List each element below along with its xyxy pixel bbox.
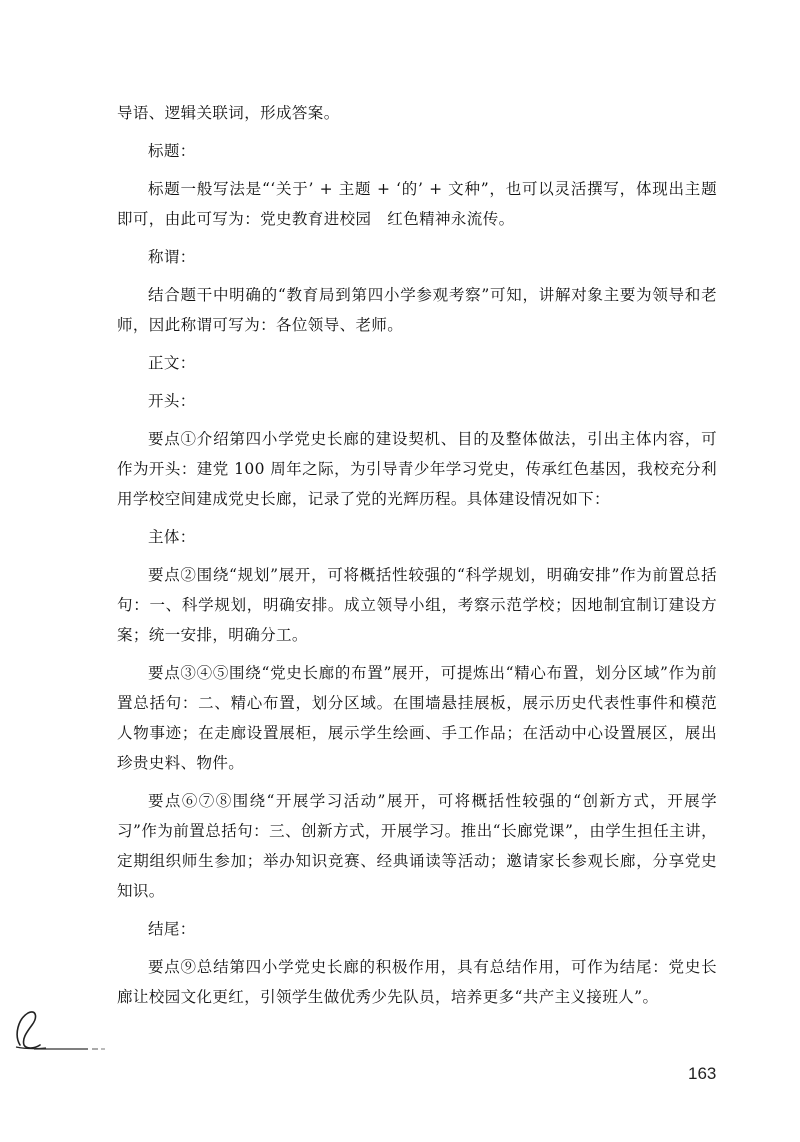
heading-opening: 开头： bbox=[148, 392, 196, 410]
heading-salutation: 称谓： bbox=[148, 248, 196, 266]
paragraph-point-3-5: 要点③④⑤围绕“党史长廊的布置”展开，可提炼出“精心布置，划分区域”作为前置总括句：二、精心布置，划分区域。在围墙悬挂展板，展示历史代表性事件和模范人物事迹；在走廊设置展柜，展示学生绘画、手工作品；在活动中心设置展区，展出珍贵史料、物件。 bbox=[117, 664, 717, 772]
body-text bbox=[117, 98, 717, 1020]
page-number: 163 bbox=[688, 1064, 717, 1083]
heading-ending: 结尾： bbox=[148, 920, 196, 938]
pen-scribble-icon bbox=[6, 1005, 116, 1055]
paragraph-point-6-8: 要点⑥⑦⑧围绕“开展学习活动”展开，可将概括性较强的“创新方式，开展学习”作为前置总括句：三、创新方式，开展学习。推出“长廊党课”，由学生担任主讲，定期组织师生参加；举办知识竞赛、经典诵读等活动；邀请家长参观长廊，分享党史知识。 bbox=[117, 792, 717, 900]
paragraph-point-1: 要点①介绍第四小学党史长廊的建设契机、目的及整体做法，引出主体内容，可作为开头：建党 100 周年之际，为引导青少年学习党史，传承红色基因，我校充分利用学校空间建成党史长廊，记录了党的光辉历程。具体建设情况如下： bbox=[117, 430, 717, 508]
heading-main: 主体： bbox=[148, 528, 196, 546]
paragraph-continuation: 导语、逻辑关联词，形成答案。 bbox=[117, 104, 340, 122]
paragraph-point-2: 要点②围绕“规划”展开，可将概括性较强的“科学规划，明确安排”作为前置总括句：一、科学规划，明确安排。成立领导小组，考察示范学校；因地制宜制订建设方案；统一安排，明确分工。 bbox=[117, 566, 717, 644]
paragraph-title-explanation: 标题一般写法是“‘关于’ + 主题 + ‘的’ + 文种”，也可以灵活撰写，体现出主题即可，由此可写为：党史教育进校园 红色精神永流传。 bbox=[117, 180, 717, 228]
heading-title: 标题： bbox=[148, 142, 196, 160]
paragraph-point-9: 要点⑨总结第四小学党史长廊的积极作用，具有总结作用，可作为结尾：党史长廊让校园文化更红，引领学生做优秀少先队员，培养更多“共产主义接班人”。 bbox=[117, 958, 717, 1006]
paragraph-salutation-explanation: 结合题干中明确的“教育局到第四小学参观考察”可知，讲解对象主要为领导和老师，因此称谓可写为：各位领导、老师。 bbox=[117, 286, 717, 334]
heading-body: 正文： bbox=[148, 354, 196, 372]
